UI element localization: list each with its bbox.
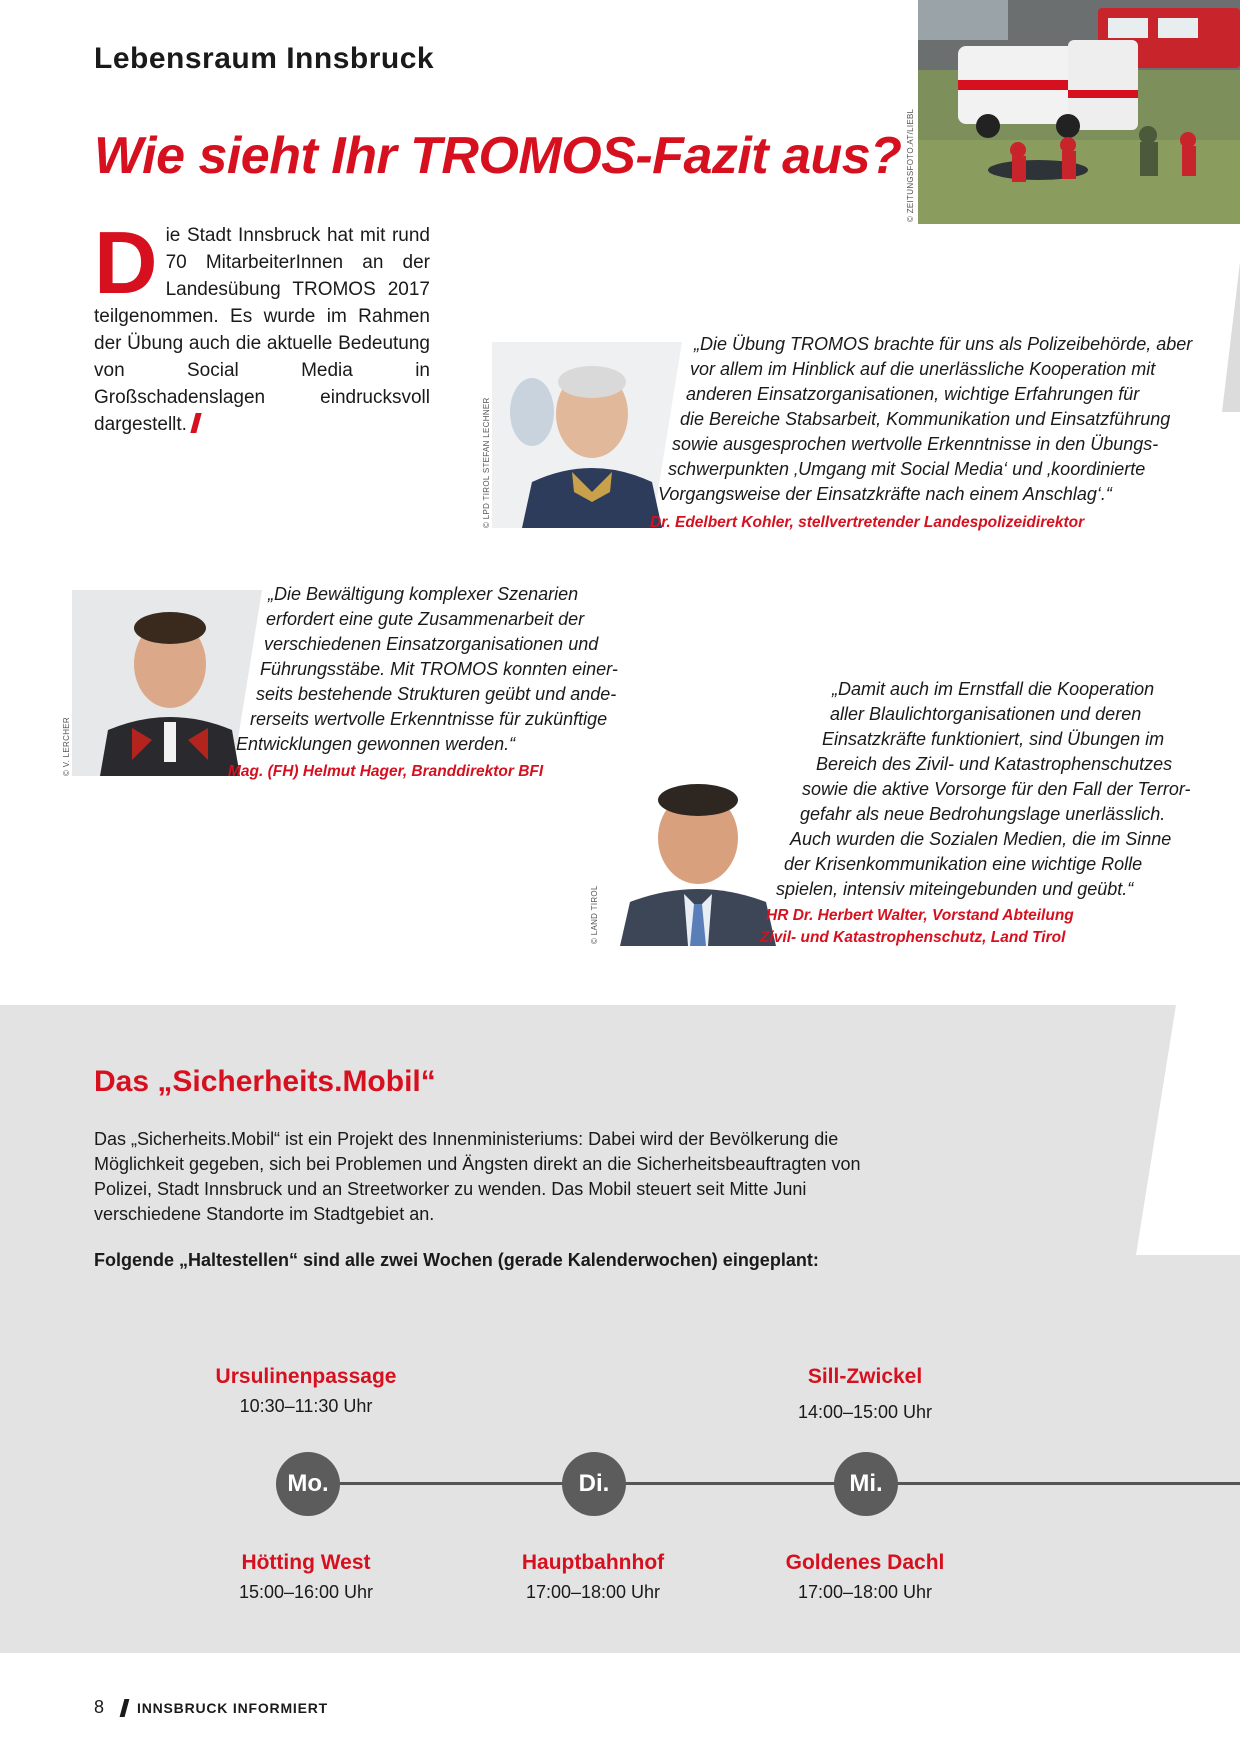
quote-line: anderen Einsatzorganisationen, wichtige Erfahrungen für — [686, 384, 1140, 404]
portrait-walter-credit: © LAND TIROL — [590, 885, 599, 944]
timeline-line — [338, 1482, 1240, 1485]
day-circle-wednesday: Mi. — [834, 1452, 898, 1516]
stop-name: Goldenes Dachl — [785, 1551, 945, 1574]
quote-line: seits bestehende Strukturen geübt und ande- — [256, 684, 617, 704]
intro-dropcap: D — [94, 213, 158, 312]
portrait-hager-credit: © V. LERCHER — [62, 717, 71, 776]
decorative-white-wedge — [1136, 1005, 1240, 1255]
stop-ursulinenpassage — [176, 1364, 436, 1418]
quote-line: aller Blaulichtorganisationen und deren — [830, 704, 1142, 724]
quote-line: der Krisenkommunikation eine wichtige Rolle — [784, 854, 1143, 874]
quote-line: schwerpunkten ‚Umgang mit Social Media‘ und ‚koordinierte — [668, 459, 1146, 479]
sicherheitsmobil-subheading: Folgende „Haltestellen“ sind alle zwei Wochen (gerade Kalenderwochen) eingeplant: — [94, 1250, 819, 1270]
stop-hoetting-west — [176, 1550, 436, 1604]
portrait-hager — [72, 590, 262, 776]
portrait-walter — [600, 764, 790, 946]
quote-line: gefahr als neue Bedrohungslage unerlässlich. — [800, 804, 1166, 824]
quote-line: sowie ausgesprochen wertvolle Erkenntnisse in den Übungs- — [672, 434, 1159, 454]
stop-time: 10:30–11:30 Uhr — [239, 1396, 373, 1416]
stop-name: Ursulinenpassage — [215, 1365, 397, 1388]
quote-line: erfordert eine gute Zusammenarbeit der — [266, 609, 585, 629]
quote-line: „Die Bewältigung komplexer Szenarien — [268, 584, 579, 604]
footer-slash-icon — [120, 1699, 130, 1717]
hero-photo-credit: © ZEITUNGSFOTO.AT/LIEBL — [906, 108, 915, 222]
portrait-kohler-credit: © LPD TIROL STEFAN LECHNER — [482, 397, 491, 528]
section-label: Lebensraum Innsbruck — [94, 42, 435, 75]
quote-line: sowie die aktive Vorsorge für den Fall der Terror- — [802, 779, 1191, 799]
stop-sill-zwickel — [735, 1364, 995, 1424]
quote-line: rerseits wertvolle Erkenntnisse für zukünftige — [250, 709, 608, 729]
day-circle-tuesday: Di. — [562, 1452, 626, 1516]
quote-author: Mag. (FH) Helmut Hager, Branddirektor BFI — [228, 763, 544, 780]
quote-line: Bereich des Zivil- und Katastrophenschutzes — [816, 754, 1173, 774]
quote-line: verschiedenen Einsatzorganisationen und — [264, 634, 599, 654]
quote-line: „Die Übung TROMOS brachte für uns als Polizeibehörde, aber — [694, 334, 1193, 354]
quote-line: vor allem im Hinblick auf die unerlässliche Kooperation mit — [690, 359, 1156, 379]
page-number: 8 — [94, 1697, 105, 1717]
quote-line: Führungsstäbe. Mit TROMOS konnten einer- — [260, 659, 618, 679]
day-circle-monday: Mo. — [276, 1452, 340, 1516]
end-mark-icon — [190, 413, 201, 433]
stop-name: Hötting West — [241, 1551, 371, 1574]
hero-photo-rescue-exercise — [918, 0, 1240, 224]
quote-line: die Bereiche Stabsarbeit, Kommunikation und Einsatzführung — [680, 409, 1171, 429]
stop-time: 14:00–15:00 Uhr — [797, 1402, 933, 1422]
quote-line: Entwicklungen gewonnen werden.“ — [236, 734, 516, 754]
stop-time: 17:00–18:00 Uhr — [797, 1582, 933, 1602]
page-headline: Wie sieht Ihr TROMOS-Fazit aus? — [94, 127, 902, 185]
stop-time: 15:00–16:00 Uhr — [238, 1582, 374, 1602]
publication-name: INNSBRUCK INFORMIERT — [137, 1699, 329, 1716]
portrait-kohler — [492, 342, 682, 528]
sicherheitsmobil-text: Das „Sicherheits.Mobil“ ist ein Projekt des Innenministeriums: Dabei wird der Bevölkerung die Möglichkeit gegeben, sich bei Problemen und Ängsten direkt an die Sicherheitsbeauftragten von Polizei, Stadt Innsbruck und an Streetworker zu wenden. Das Mobil steuert seit Mitte Juni verschiedene Standorte im Stadtgebiet an. — [94, 1129, 861, 1224]
quote-line: spielen, intensiv miteingebunden und geübt.“ — [776, 879, 1134, 899]
quote-author: HR Dr. Herbert Walter, Vorstand Abteilung — [766, 907, 1074, 924]
quote-line: Einsatzkräfte funktioniert, sind Übungen im — [822, 729, 1165, 749]
stop-goldenes-dachl — [735, 1550, 995, 1604]
intro-paragraph — [94, 213, 430, 438]
page-footer — [94, 1697, 328, 1718]
decorative-edge-wedge — [1222, 262, 1240, 412]
sicherheitsmobil-title: Das „Sicherheits.Mobil“ — [94, 1065, 436, 1098]
stop-name: Hauptbahnhof — [521, 1551, 665, 1574]
stop-hauptbahnhof — [463, 1550, 723, 1604]
quote-author: Zivil- und Katastrophenschutz, Land Tirol — [760, 929, 1066, 946]
intro-text: ie Stadt Innsbruck hat mit rund 70 MitarbeiterInnen an der Landesübung TROMOS 2017 teilgenommen. Es wurde im Rahmen der Übung auch die aktuelle Bedeutung von Social Media in Großschadenslagen eindrucksvoll dargestellt. — [94, 225, 430, 435]
quote-line: Auch wurden die Sozialen Medien, die im Sinne — [790, 829, 1172, 849]
quote-line: Vorgangsweise der Einsatzkräfte nach einem Anschlag‘.“ — [658, 484, 1112, 504]
stop-name: Sill-Zwickel — [807, 1365, 923, 1388]
stop-time: 17:00–18:00 Uhr — [525, 1582, 661, 1602]
quote-author: Dr. Edelbert Kohler, stellvertretender Landespolizeidirektor — [650, 514, 1085, 531]
quote-line: „Damit auch im Ernstfall die Kooperation — [832, 679, 1155, 699]
